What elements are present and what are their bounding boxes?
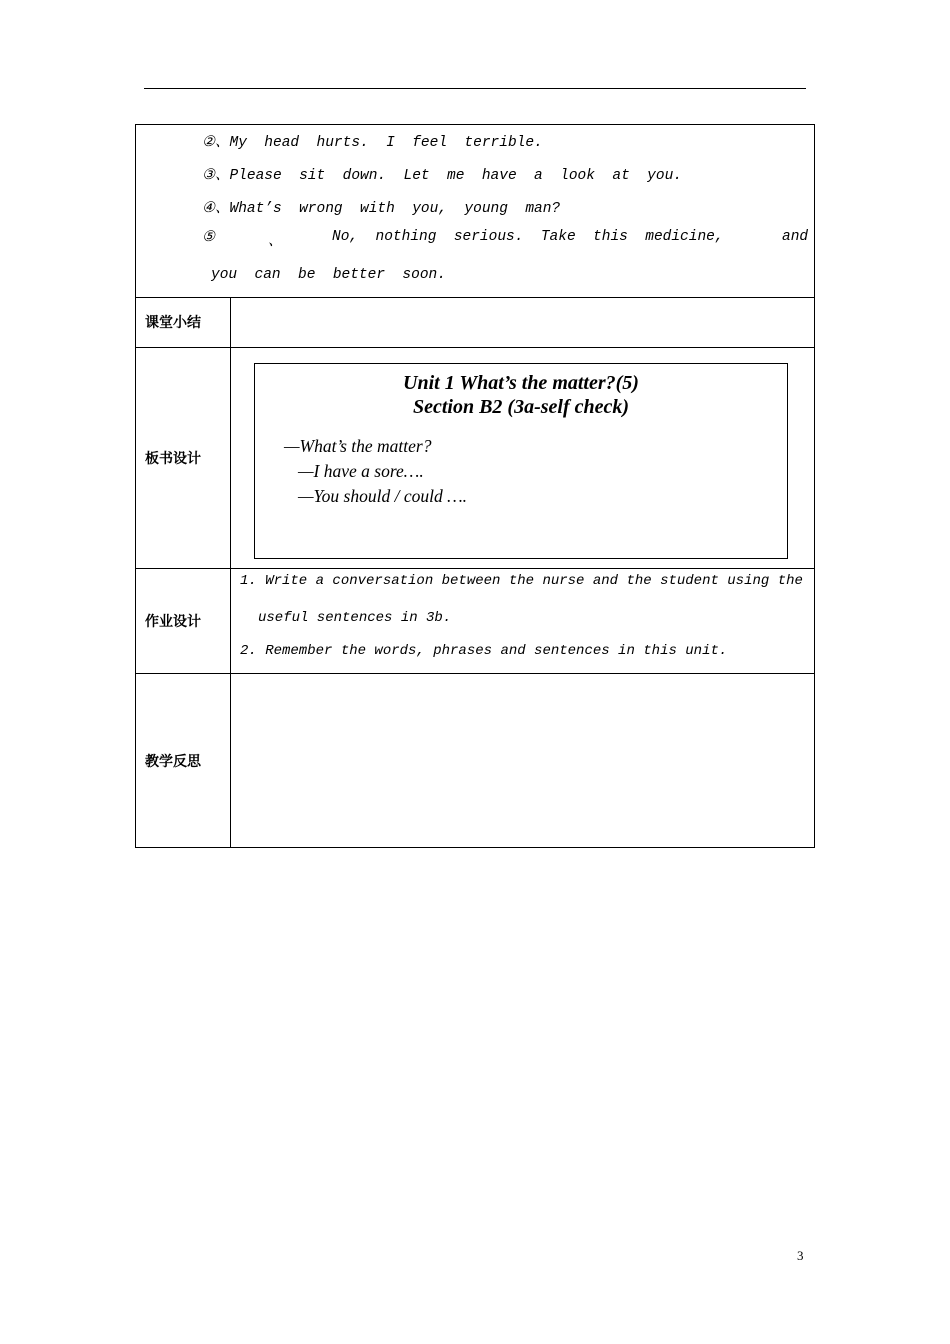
row-divider <box>136 347 814 348</box>
board-design-label: 板书设计 <box>145 450 201 467</box>
dialogue-line-5-continued: you can be better soon. <box>211 267 446 283</box>
dialogue-line-5-marker: ⑤ <box>202 230 215 246</box>
dialogue-line-5-end: and <box>782 229 809 245</box>
lesson-table <box>135 124 815 848</box>
dialogue-line-2: ②、My head hurts. I feel terrible. <box>202 135 543 151</box>
board-title: Unit 1 What’s the matter?(5) <box>403 372 639 394</box>
homework-item-1: 1. Write a conversation between the nurse and the student using the <box>240 573 803 589</box>
row-divider <box>136 297 814 298</box>
board-line-2: —I have a sore…. <box>298 461 424 481</box>
board-subtitle: Section B2 (3a-self check) <box>412 396 630 418</box>
homework-item-1-continued: useful sentences in 3b. <box>258 610 452 626</box>
dialogue-line-4: ④、What’s wrong with you, young man? <box>202 201 561 217</box>
row-divider <box>136 673 814 674</box>
column-divider <box>230 297 231 848</box>
summary-label: 课堂小结 <box>145 315 201 331</box>
header-rule <box>144 88 806 89</box>
dialogue-line-5: No, nothing serious. Take this medicine, <box>332 229 724 245</box>
page-number: 3 <box>797 1248 804 1263</box>
reflection-label: 教学反思 <box>145 753 201 770</box>
homework-item-2: 2. Remember the words, phrases and sentences in this unit. <box>240 643 728 659</box>
homework-label: 作业设计 <box>145 613 201 630</box>
dialogue-line-5-separator: 、 <box>268 234 283 250</box>
dialogue-line-3: ③、Please sit down. Let me have a look at you. <box>202 168 682 184</box>
board-line-1: —What’s the matter? <box>284 436 432 456</box>
row-divider <box>136 568 814 569</box>
board-design-box <box>254 363 788 559</box>
board-line-3: —You should / could …. <box>298 486 468 506</box>
